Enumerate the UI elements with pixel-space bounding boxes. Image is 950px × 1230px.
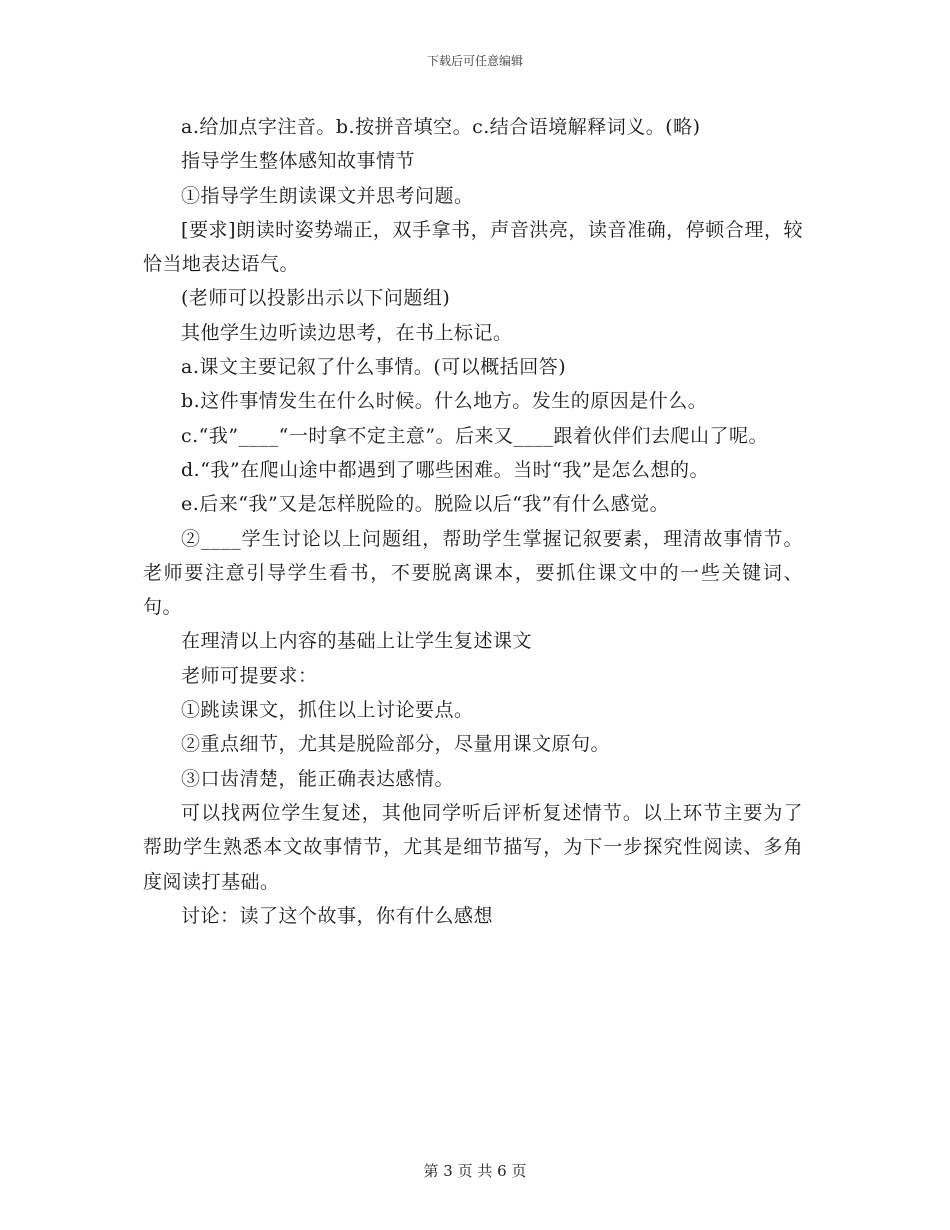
paragraph: 老师可提要求： [181, 664, 318, 687]
paragraph: ①跳读课文，抓住以上讨论要点。 [181, 699, 474, 722]
page-header: 下载后可任意编辑 [426, 54, 523, 68]
paragraph: (老师可以投影出示以下问题组) [181, 287, 451, 310]
paragraph: ②____学生讨论以上问题组，帮助学生掌握记叙要素，理清故事情节。老师要注意引导学生看书，不要脱离课本，要抓住课文中的一些关键词、句。 [143, 527, 803, 619]
paragraph: a.课文主要记叙了什么事情。(可以概括回答) [181, 356, 567, 379]
paragraph: c.“我”____“一时拿不定主意”。后来又____跟着伙伴们去爬山了呢。 [181, 424, 769, 447]
paragraph: 讨论：读了这个故事，你有什么感想 [181, 904, 494, 927]
paragraph: ①指导学生朗读课文并思考问题。 [181, 184, 474, 207]
paragraph: ②重点细节，尤其是脱险部分，尽量用课文原句。 [181, 733, 611, 756]
body-text [143, 110, 803, 933]
paragraph: 指导学生整体感知故事情节 [181, 150, 416, 173]
paragraph: 可以找两位学生复述，其他同学听后评析复述情节。以上环节主要为了帮助学生熟悉本文故事情节，尤其是细节描写，为下一步探究性阅读、多角度阅读打基础。 [143, 801, 803, 893]
paragraph: b.这件事情发生在什么时候。什么地方。发生的原因是什么。 [181, 390, 708, 413]
page-footer: 第 3 页 共 6 页 [423, 1162, 527, 1180]
paragraph: 在理清以上内容的基础上让学生复述课文 [181, 630, 533, 653]
paragraph: e.后来“我”又是怎样脱险的。脱险以后“我”有什么感觉。 [181, 493, 670, 516]
paragraph: d.“我”在爬山途中都遇到了哪些困难。当时“我”是怎么想的。 [181, 458, 710, 481]
paragraph: ③口齿清楚，能正确表达感情。 [181, 767, 455, 790]
paragraph: 其他学生边听读边思考，在书上标记。 [181, 321, 513, 344]
paragraph: [要求]朗读时姿势端正，双手拿书，声音洪亮，读音准确，停顿合理，较恰当地表达语气。 [143, 218, 803, 276]
paragraph: a.给加点字注音。b.按拼音填空。c.结合语境解释词义。(略) [181, 116, 701, 138]
